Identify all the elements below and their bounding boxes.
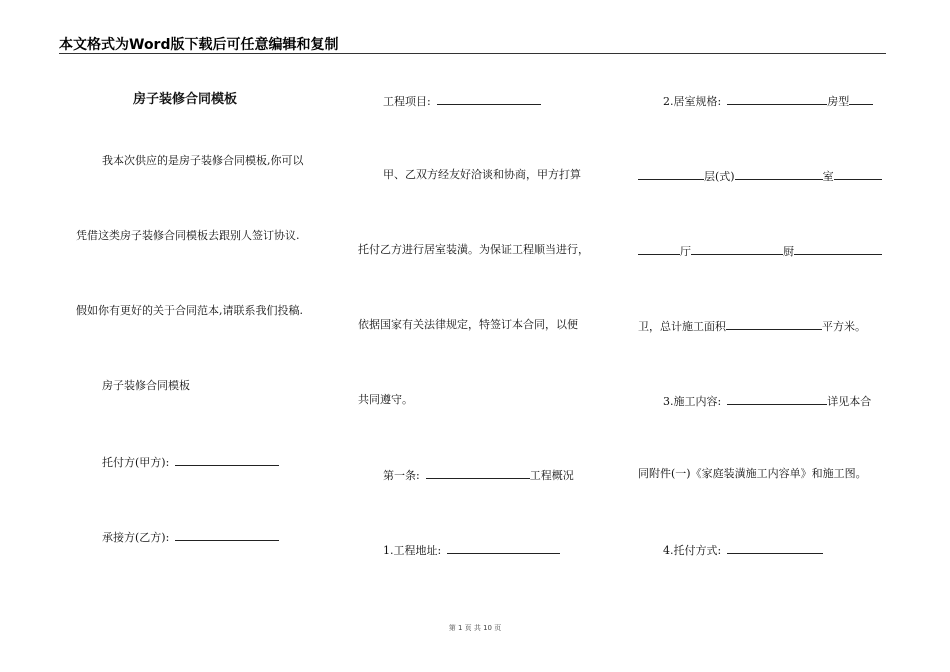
method-row [663, 542, 823, 558]
intro-line-1: 我本次供应的是房子装修合同模板,你可以 [102, 154, 304, 167]
party-b-label: 承接方(乙方): [102, 531, 170, 544]
content-line-2: 同附件(一)《家庭装潢施工内容单》和施工图。 [638, 467, 867, 480]
party-a-blank [175, 454, 279, 466]
room-label: 室 [822, 170, 834, 183]
party-b-blank [175, 529, 279, 541]
area-unit: 平方米。 [822, 320, 866, 333]
hall-row [638, 243, 882, 259]
document-header: 本文格式为Word版下载后可任意编辑和复制 [59, 37, 339, 53]
party-b-row [102, 529, 279, 545]
para-line-2: 托付乙方进行居室装潢。为保证工程顺当进行， [358, 243, 589, 256]
para-line-4: 共同遵守。 [358, 393, 413, 406]
room-blank [735, 168, 823, 180]
header-divider [59, 53, 886, 54]
floor-row [638, 168, 882, 184]
floor-label: 层(式) [704, 170, 735, 183]
project-blank [437, 93, 541, 105]
content-blank [727, 393, 827, 405]
intro-line-2: 凭借这类房子装修合同模板去跟别人签订协议. [76, 229, 300, 242]
subtitle: 房子装修合同模板 [102, 379, 190, 392]
room-tail-blank [834, 168, 882, 180]
content-label: 3.施工内容: [663, 395, 722, 408]
hall-label: 厅 [680, 245, 691, 258]
kitchen-label: 厨 [783, 245, 794, 258]
method-blank [727, 542, 823, 554]
project-label: 工程项目: [383, 95, 431, 108]
address-blank [447, 542, 560, 554]
article1-prefix: 第一条: [383, 469, 420, 482]
kitchen-tail-blank [794, 243, 882, 255]
party-a-row [102, 454, 279, 470]
spec-type-blank [849, 93, 873, 105]
kitchen-blank [691, 243, 783, 255]
intro-line-3: 假如你有更好的关于合同范本,请联系我们投稿. [76, 304, 303, 317]
page-number: 第 1 页 共 10 页 [448, 624, 502, 632]
para-line-3: 依据国家有关法律规定，特签订本合同，以便 [358, 318, 578, 331]
content-suffix: 详见本合 [827, 395, 872, 408]
spec-row [663, 93, 873, 109]
address-label: 1.工程地址: [383, 544, 442, 557]
article1-blank [426, 467, 530, 479]
bath-label: 卫，总计施工面积 [638, 320, 726, 333]
spec-type: 房型 [827, 95, 850, 108]
spec-blank [727, 93, 827, 105]
spec-label: 2.居室规格: [663, 95, 722, 108]
article1-row [383, 467, 574, 483]
project-row [383, 93, 541, 109]
content-row [663, 393, 871, 409]
floor-blank [638, 168, 704, 180]
document-title: 房子装修合同模板 [133, 92, 238, 107]
address-row [383, 542, 560, 558]
article1-suffix: 工程概况 [529, 469, 574, 482]
hall-blank [638, 243, 680, 255]
area-row [638, 318, 866, 334]
method-label: 4.托付方式: [663, 544, 722, 557]
party-a-label: 托付方(甲方): [102, 456, 170, 469]
para-line-1: 甲、乙双方经友好洽谈和协商，甲方打算 [383, 168, 581, 181]
area-blank [726, 318, 822, 330]
